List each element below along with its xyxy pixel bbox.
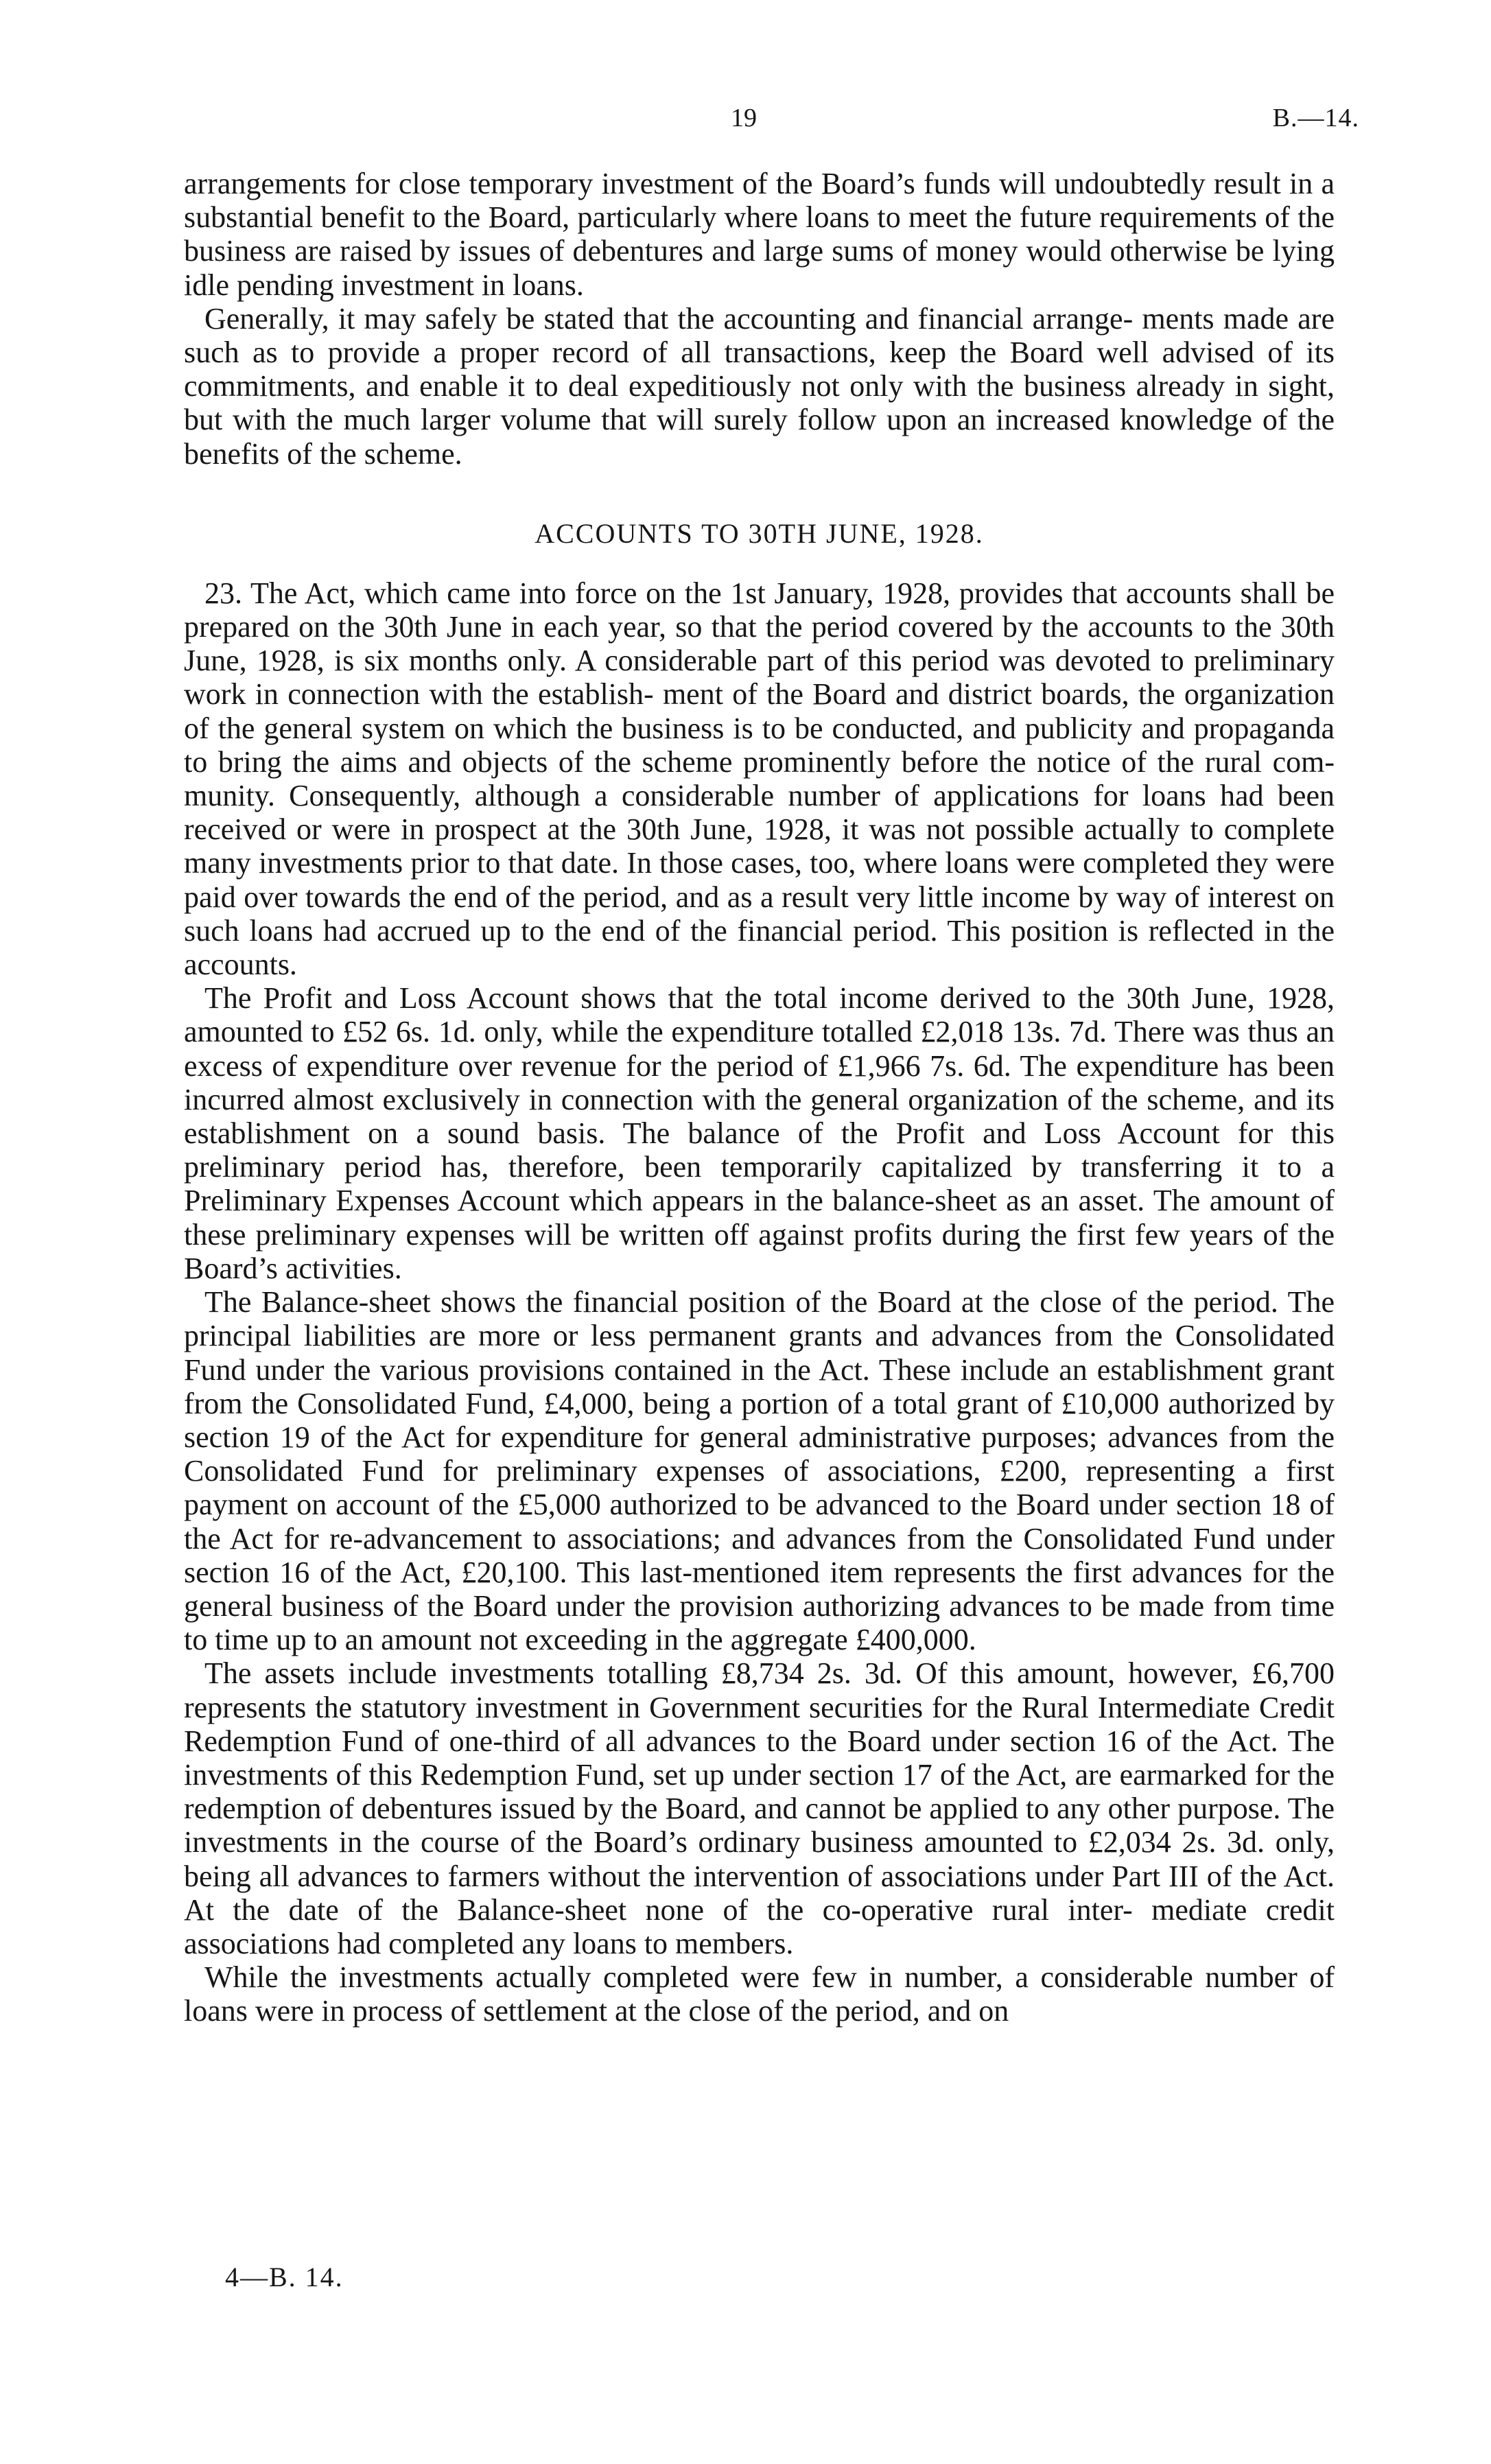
page-body	[184, 167, 1335, 2028]
paragraph-balance-sheet: The Balance-sheet shows the financial position of the Board at the close of the period. The principal liabilities are more or less permanent grants and advances from the Consolidated Fund under the various provisions contained in the Act. These include an establishment grant from the Consolidated Fund, £4,000, being a portion of a total grant of £10,000 authorized by section 19 of the Act for expenditure for general administrative purposes; advances from the Consolidated Fund for preliminary expenses of associations, £200, representing a first payment on account of the £5,000 authorized to be advanced to the Board under section 18 of the Act for re-advancement to associations; and advances from the Consolidated Fund under section 16 of the Act, £20,100. This last-mentioned item represents the first advances for the general business of the Board under the provision authorizing advances to be made from time to time up to an amount not exceeding in the aggregate £400,000.	[184, 1285, 1335, 1657]
paragraph-profit-loss: The Profit and Loss Account shows that the total income derived to the 30th June, 1928, amounted to £52 6s. 1d. only, while the expenditure totalled £2,018 13s. 7d. There was thus an excess of expenditure over revenue for the period of £1,966 7s. 6d. The expenditure has been incurred almost exclusively in connection with the general organization of the scheme, and its establishment on a sound basis. The balance of the Profit and Loss Account for this preliminary period has, therefore, been temporarily capitalized by transferring it to a Preliminary Expenses Account which appears in the balance-sheet as an asset. The amount of these preliminary expenses will be written off against profits during the first few years of the Board’s activities.	[184, 981, 1335, 1285]
paragraph-continued: arrangements for close temporary investment of the Board’s funds will undoubtedly result in a substantial benefit to the Board, particularly where loans to meet the future requirements of the business are raised by issues of debentures and large sums of money would otherwise be lying idle pending investment in loans.	[184, 167, 1335, 302]
paragraph-investments: While the investments actually completed were few in number, a considerable number of loans were in process of settlement at the close of the period, and on	[184, 1960, 1335, 2028]
paragraph-general: Generally, it may safely be stated that the accounting and financial arrange- ments made are such as to provide a proper record of all transactions, keep the Board well advised of its commitments, and enable it to deal expeditiously not only with the business already in sight, but with the much larger volume that will surely follow upon an increased knowledge of the benefits of the scheme.	[184, 301, 1335, 471]
document-reference: B.—14.	[1272, 104, 1359, 132]
paragraph-assets: The assets include investments totalling £8,734 2s. 3d. Of this amount, however, £6,700 represents the statutory investment in Government securities for the Rural Intermediate Credit Redemption Fund of one-third of all advances to the Board under section 16 of the Act. The investments of this Redemption Fund, set up under section 17 of the Act, are earmarked for the redemption of debentures issued by the Board, and cannot be applied to any other purpose. The investments in the course of the Board’s ordinary business amounted to £2,034 2s. 3d. only, being all advances to farmers without the intervention of associations under Part III of the Act. At the date of the Balance-sheet none of the co-operative rural inter- mediate credit associations had completed any loans to members.	[184, 1656, 1335, 1960]
page-number: 19	[731, 104, 757, 132]
section-heading: ACCOUNTS TO 30TH JUNE, 1928.	[535, 517, 984, 549]
signature-mark: 4—B. 14.	[225, 2262, 344, 2292]
page-header	[0, 103, 1491, 144]
paragraph-23: 23. The Act, which came into force on the 1st January, 1928, provides that accounts shall be prepared on the 30th June in each year, so that the period covered by the accounts to the 30th June, 1928, is six months only. A considerable part of this period was devoted to preliminary work in connection with the establish- ment of the Board and district boards, the organization of the general system on which the business is to be conducted, and publicity and propaganda to bring the aims and objects of the scheme prominently before the notice of the rural com- munity. Consequently, although a considerable number of applications for loans had been received or were in prospect at the 30th June, 1928, it was not possible actually to complete many investments prior to that date. In those cases, too, where loans were completed they were paid over towards the end of the period, and as a result very little income by way of interest on such loans had accrued up to the end of the financial period. This position is reflected in the accounts.	[184, 576, 1335, 982]
